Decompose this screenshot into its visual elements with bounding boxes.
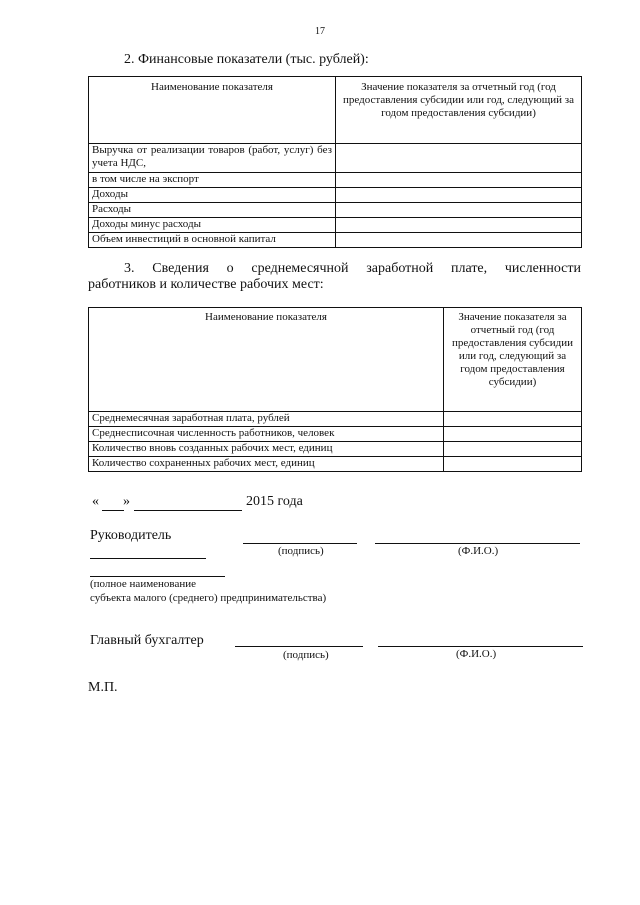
row-name-cell: Выручка от реализации товаров (работ, услуг) без учета НДС,: [89, 144, 336, 173]
section-3-title-line1: 3. Сведения о среднемесячной заработной плате, численности: [124, 261, 581, 276]
stamp-place: М.П.: [88, 680, 118, 695]
row-name-cell: в том числе на экспорт: [89, 173, 336, 188]
accountant-signature-line: [235, 646, 363, 647]
header-value-cell: Значение показателя за отчетный год (год предоставления субсидии или год, следующий за годом предоставления субсидии): [336, 77, 582, 144]
table-header-row: [89, 308, 582, 412]
row-value-cell: [444, 457, 582, 472]
wages-employees-table: [88, 307, 582, 472]
row-name-cell: Доходы минус расходы: [89, 218, 336, 233]
table-row: [89, 233, 582, 248]
header-value-cell: Значение показателя за отчетный год (год предоставления субсидии или год, следующий за годом предоставления субсидии): [444, 308, 582, 412]
table-row: [89, 144, 582, 173]
accountant-fio-line: [378, 646, 583, 647]
accountant-label: Главный бухгалтер: [90, 633, 204, 648]
row-value-cell: [444, 412, 582, 427]
row-name-cell: Количество сохраненных рабочих мест, единиц: [89, 457, 444, 472]
head-fio-line: [375, 543, 580, 544]
header-name-cell: Наименование показателя: [89, 77, 336, 144]
row-value-cell: [336, 188, 582, 203]
row-name-cell: Среднемесячная заработная плата, рублей: [89, 412, 444, 427]
accountant-fio-caption: (Ф.И.О.): [456, 648, 497, 660]
head-fio-caption: (Ф.И.О.): [458, 545, 499, 557]
row-name-cell: Объем инвестиций в основной капитал: [89, 233, 336, 248]
row-name-cell: Расходы: [89, 203, 336, 218]
table-row: [89, 412, 582, 427]
head-label: Руководитель: [90, 528, 172, 543]
row-name-cell: Среднесписочная численность работников, человек: [89, 427, 444, 442]
date-close-quote: »: [123, 494, 130, 509]
head-signature-caption: (подпись): [278, 545, 324, 557]
entity-caption-line1: (полное наименование: [90, 578, 197, 590]
section-2-title: 2. Финансовые показатели (тыс. рублей):: [124, 52, 369, 67]
row-value-cell: [444, 427, 582, 442]
entity-caption-line2: субъекта малого (среднего) предпринимательства): [90, 592, 327, 604]
month-blank-line: [134, 510, 242, 511]
row-name-cell: Количество вновь созданных рабочих мест, единиц: [89, 442, 444, 457]
financial-indicators-table: [88, 76, 582, 248]
date-open-quote: «: [92, 494, 99, 509]
section-3-title-line2: работников и количестве рабочих мест:: [88, 277, 324, 292]
table-row: [89, 457, 582, 472]
head-name-line: [90, 558, 206, 559]
table-row: [89, 173, 582, 188]
row-value-cell: [336, 233, 582, 248]
row-value-cell: [336, 218, 582, 233]
row-value-cell: [336, 173, 582, 188]
head-signature-line: [243, 543, 357, 544]
page-number: 17: [315, 26, 325, 37]
row-name-cell: Доходы: [89, 188, 336, 203]
row-value-cell: [336, 203, 582, 218]
accountant-signature-caption: (подпись): [283, 649, 329, 661]
table-row: [89, 442, 582, 457]
table-row: [89, 427, 582, 442]
entity-name-line: [90, 576, 225, 577]
header-name-cell: Наименование показателя: [89, 308, 444, 412]
row-value-cell: [444, 442, 582, 457]
table-header-row: [89, 77, 582, 144]
table-row: [89, 203, 582, 218]
table-row: [89, 218, 582, 233]
row-value-cell: [336, 144, 582, 173]
table-row: [89, 188, 582, 203]
day-blank-line: [102, 510, 124, 511]
date-year: 2015 года: [246, 494, 303, 509]
